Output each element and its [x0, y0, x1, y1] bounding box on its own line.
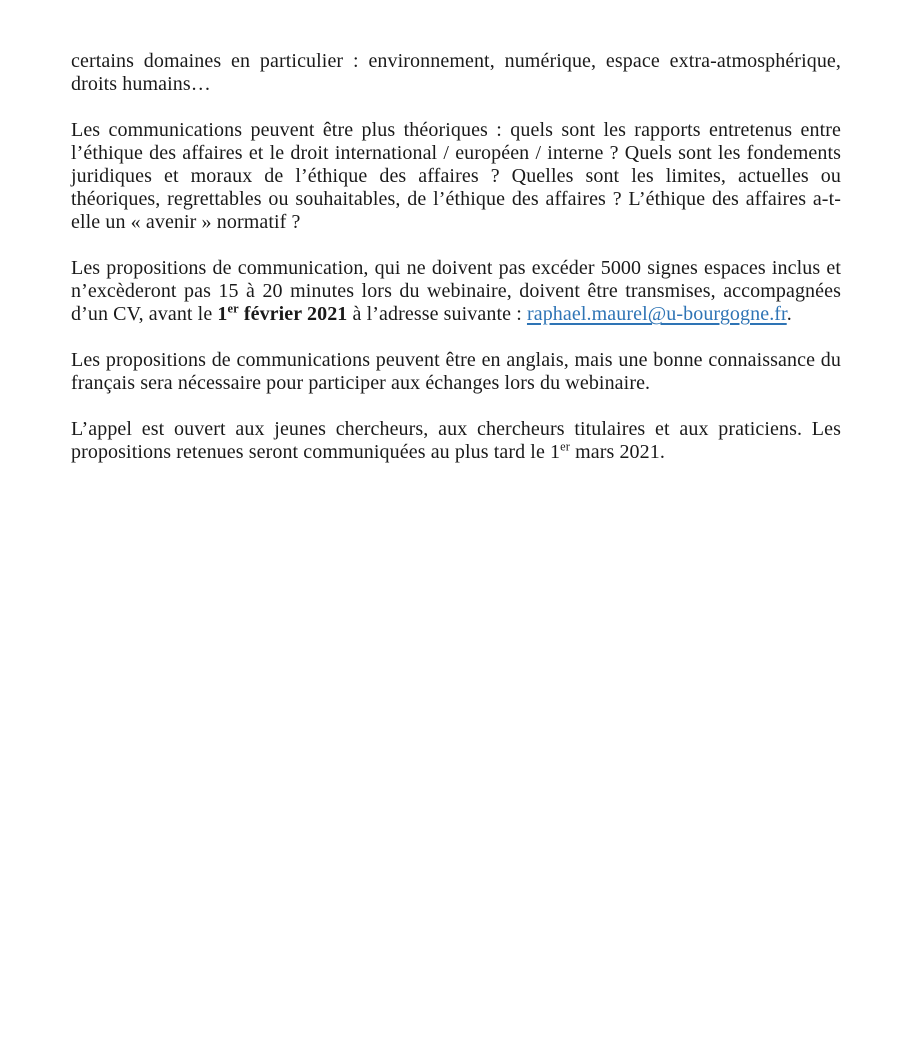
paragraph-submission-instructions-segment-1: 1 — [217, 303, 228, 325]
paragraph-theoretical-questions-segment-0: Les communications peuvent être plus théoriques : quels sont les rapports entretenus entre l’éthique des affaires et le droit international / européen / interne ? Quels sont les fondements juridiques et moraux de l’éthique des affaires ? Quelles sont les limites, actuelles ou théoriques, regrettables ou souhaitables, de l’éthique des affaires ? L’éthique des affaires a-t-elle un « avenir » normatif ? — [71, 119, 841, 233]
paragraph-theoretical-questions — [71, 119, 841, 234]
paragraph-language — [71, 349, 841, 395]
paragraph-submission-instructions-segment-6: . — [786, 303, 792, 325]
paragraph-eligibility-segment-2: mars 2021. — [569, 441, 665, 463]
paragraph-domains-segment-0: certains domaines en particulier : environnement, numérique, espace extra-atmosphérique, droits humains… — [71, 50, 841, 95]
document-body — [71, 50, 841, 464]
paragraph-language-segment-0: Les propositions de communications peuvent être en anglais, mais une bonne connaissance du français sera nécessaire pour participer aux échanges lors du webinaire. — [71, 349, 841, 394]
paragraph-submission-instructions-segment-0: Les propositions de communication, qui ne doivent pas excéder 5000 signes espaces inclus et n’excèderont pas 15 à 20 minutes lors du webinaire, doivent être transmises, accompagnées d’un CV, avant le — [71, 257, 841, 325]
paragraph-submission-instructions-segment-4: à l’adresse suivante : — [347, 303, 527, 325]
paragraph-submission-instructions-segment-2: er — [227, 301, 239, 316]
paragraph-submission-instructions-segment-3: février 2021 — [238, 303, 348, 325]
email-link[interactable]: raphael.maurel@u-bourgogne.fr — [526, 303, 787, 325]
paragraph-eligibility — [71, 418, 841, 464]
paragraph-submission-instructions — [71, 257, 841, 326]
paragraph-eligibility-segment-0: L’appel est ouvert aux jeunes chercheurs, aux chercheurs titulaires et aux praticiens. Les propositions retenues seront communiquées au plus tard le 1 — [71, 418, 841, 463]
paragraph-eligibility-segment-1: er — [560, 439, 570, 454]
paragraph-domains — [71, 50, 841, 96]
